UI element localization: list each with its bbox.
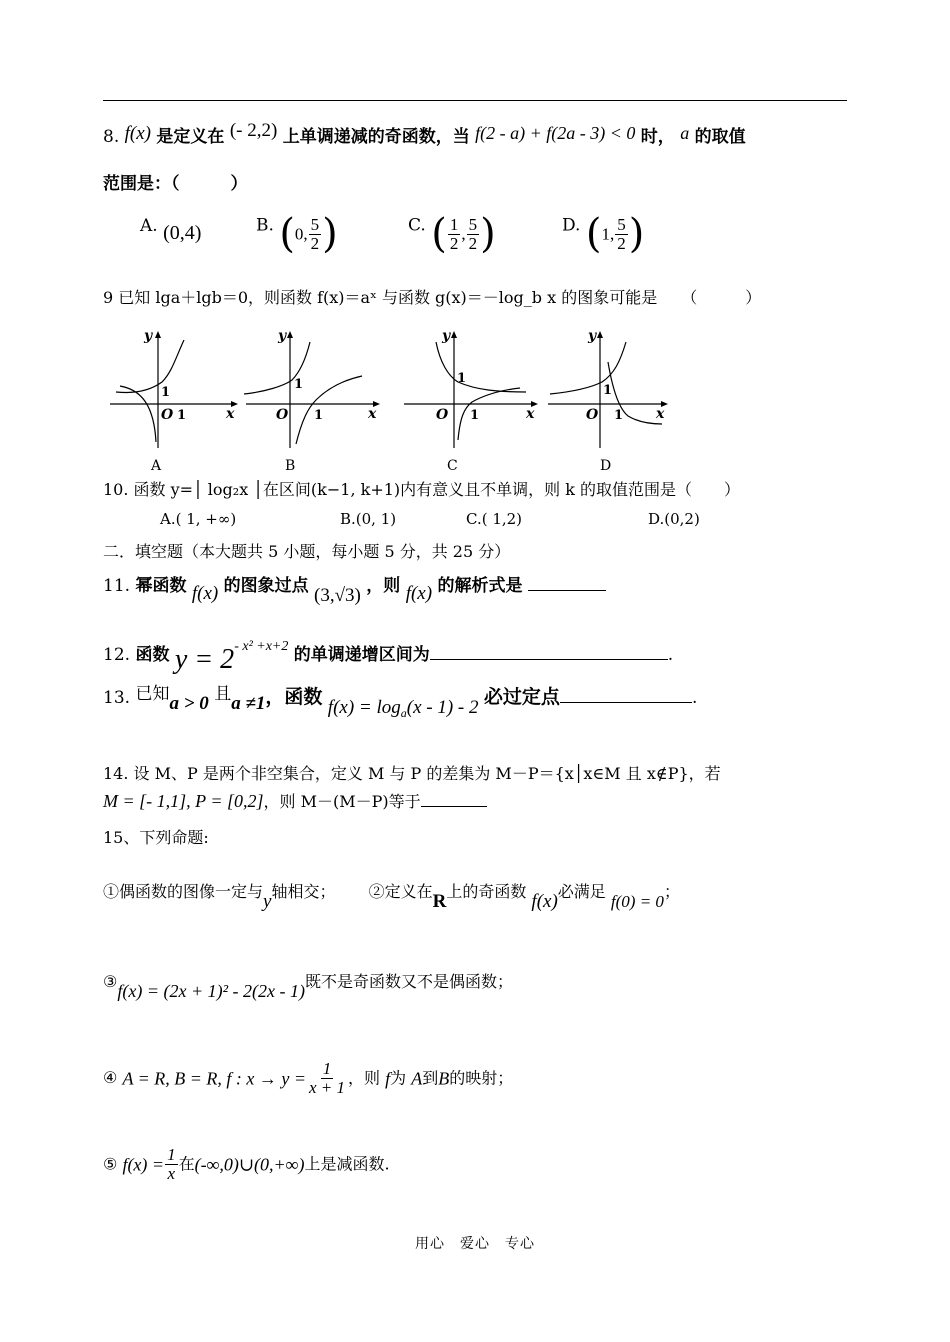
- q9-c-origin: O: [436, 407, 449, 423]
- q9-graph-c-label: C: [447, 458, 458, 474]
- q8-option-d-num: 5: [617, 214, 626, 234]
- q9-b-x: x: [368, 406, 377, 422]
- q9-a-y: y: [144, 328, 153, 344]
- q12-exponent: - x² +x+2: [234, 639, 289, 654]
- q9-c-one-x: 1: [470, 408, 480, 423]
- q15-p4-text4: 的映射；: [449, 1068, 514, 1088]
- q12-function: y = 2: [174, 644, 235, 675]
- q10-text: 10. 函数 y=│ log₂x │在区间(k−1, k+1)内有意义且不单调，则 k 的取值范围是（ ）: [103, 480, 741, 499]
- q15-p2-cond: f(0) = 0: [610, 892, 664, 911]
- q9-d-x: x: [656, 406, 665, 422]
- q8-option-d[interactable]: D. (1, $\frac{5}{2}$ ): [562, 211, 645, 257]
- q15-p1-text2: 轴相交；: [271, 882, 336, 901]
- q8-text5: 范围是：（ ）: [103, 174, 248, 194]
- q13-cond1: a > 0: [169, 693, 209, 714]
- q8-option-c[interactable]: C. ( $\frac{1}{2}$ , $\frac{5}{2}$ ): [408, 211, 496, 257]
- q10-option-d[interactable]: D.(0,2): [648, 510, 700, 528]
- q13-period: .: [691, 688, 698, 708]
- q15-p4-mark: ④: [103, 1067, 118, 1087]
- q13-number: 13.: [103, 688, 131, 708]
- q15-p4-text3: 到: [422, 1068, 439, 1088]
- q11-number: 11.: [103, 576, 131, 596]
- q9-c-y: y: [442, 328, 451, 344]
- q15-p2-text2: 上的奇函数: [446, 882, 527, 901]
- q12-period: .: [667, 645, 674, 665]
- q11-fx: f(x): [191, 583, 219, 604]
- q15-p4-A: A: [411, 1068, 423, 1089]
- q8-option-a[interactable]: [140, 218, 201, 243]
- q11-line: [103, 578, 606, 605]
- q9-d-one-x: 1: [614, 408, 624, 423]
- q14-answer-blank[interactable]: [421, 806, 487, 807]
- q11-fx-2: f(x): [405, 583, 433, 604]
- q9-c-one-y: 1: [457, 371, 467, 386]
- q15-p1-y: y: [263, 891, 272, 912]
- q13-answer-blank[interactable]: [560, 702, 692, 703]
- q15-p4-text2: 为: [390, 1068, 407, 1088]
- q8-option-d-pre: 1,: [601, 224, 615, 244]
- q8-var-a: a: [680, 123, 690, 143]
- q15-p5-den: x: [167, 1163, 176, 1183]
- q13-text2: 且: [214, 684, 232, 704]
- q13-text3: ，函数: [265, 686, 323, 708]
- q15-p2-text1: ②定义在: [368, 882, 433, 901]
- q13-fx: f(x) = log: [327, 697, 401, 718]
- q15-p5-text2: 上是减函数.: [304, 1154, 390, 1174]
- q14-sets: M = [- 1,1], P = [0,2]: [103, 791, 264, 811]
- q15-prop-4: [103, 1060, 513, 1097]
- q9-b-one-x: 1: [314, 408, 324, 423]
- q8-option-a-value: (0,4): [163, 222, 202, 244]
- q15-p5-domain: (-∞,0)∪(0,+∞): [194, 1154, 305, 1175]
- q8-text3: 时，: [640, 127, 675, 147]
- q11-text2: 的图象过点: [223, 576, 309, 596]
- q9-graph-d-label: D: [600, 458, 612, 474]
- q15-p2-R: R: [432, 891, 447, 912]
- section-2-heading: 二．填空题（本大题共 5 小题，每小题 5 分，共 25 分）: [103, 542, 511, 561]
- q14-text2: ，则 M－(M－P)等于: [263, 792, 421, 811]
- q13-text1: 已知: [135, 684, 170, 704]
- q15-p1-text1: ①偶函数的图像一定与: [103, 882, 264, 901]
- q8-option-c-den1: 2: [449, 233, 459, 253]
- q12-text1: 函数: [135, 645, 170, 665]
- q9-d-origin: O: [586, 407, 599, 423]
- q12-answer-blank[interactable]: [430, 659, 668, 660]
- q8-option-c-num2: 5: [468, 214, 478, 234]
- header-rule: [103, 100, 847, 101]
- q8-option-b-pre: 0,: [294, 224, 308, 244]
- q9-graph-b-label: B: [285, 458, 296, 474]
- q10-option-a[interactable]: A.( 1, +∞): [160, 510, 237, 528]
- q8-option-b-num: 5: [310, 214, 320, 234]
- q15-p5-fx: f(x) =: [122, 1154, 165, 1175]
- q8-interval: (- 2,2): [229, 120, 278, 141]
- q9-graph-b: [244, 322, 384, 454]
- q8-text2: 上单调递减的奇函数，当: [282, 127, 470, 147]
- q13-base: a: [400, 706, 407, 720]
- q8-option-d-den: 2: [617, 233, 626, 253]
- q15-prop-5: [103, 1146, 390, 1183]
- q14-line2: [103, 792, 487, 810]
- q15-title: 15、下列命题:: [103, 828, 209, 847]
- q8-option-b-label: B.: [256, 215, 274, 236]
- q15-p3-mark: ③: [103, 972, 118, 991]
- q8-option-b-den: 2: [310, 233, 320, 253]
- q8-option-c-num1: 1: [449, 214, 459, 234]
- q15-p2-fx: f(x): [531, 891, 558, 912]
- q9-graph-a-label: A: [151, 458, 162, 474]
- q15-p3-text: 既不是奇函数又不是偶函数；: [304, 972, 513, 991]
- q9-d-one-y: 1: [603, 383, 613, 398]
- q15-p4-B: B: [438, 1068, 450, 1089]
- q8-option-a-label: A.: [140, 216, 158, 236]
- q9-b-one-y: 1: [294, 377, 304, 392]
- q8-line1: [103, 121, 746, 146]
- q10-option-c[interactable]: C.( 1,2): [466, 510, 523, 528]
- q8-option-c-den2: 2: [468, 233, 478, 253]
- q10-option-b[interactable]: B.(0, 1): [340, 510, 397, 528]
- q15-p5-num: 1: [167, 1145, 176, 1164]
- page-footer: 用心 爱心 专心: [415, 1236, 535, 1252]
- q9-c-x: x: [526, 406, 535, 422]
- q13-formula: [328, 697, 479, 718]
- q12-number: 12.: [103, 645, 131, 665]
- q13-cond2: a ≠1: [231, 693, 266, 714]
- q8-option-d-label: D.: [562, 215, 581, 236]
- q12-line: [103, 640, 673, 674]
- q15-prop-1-2: [103, 884, 680, 911]
- q8-line2: [103, 176, 248, 193]
- q14-line1: 14. 设 M、P 是两个非空集合，定义 M 与 P 的差集为 M－P＝{x│x∈M 且 x∉P}，若: [103, 764, 721, 783]
- q9-b-origin: O: [276, 407, 289, 423]
- q15-p4-den: x + 1: [309, 1077, 346, 1097]
- q13-text4: 必过定点: [483, 686, 560, 708]
- q11-text4: 的解析式是: [437, 576, 523, 596]
- q9-a-one-y: 1: [161, 385, 171, 400]
- q9-b-y: y: [278, 328, 287, 344]
- q15-p4-text1: ，则: [348, 1068, 381, 1088]
- q8-fx: f(x): [124, 123, 152, 144]
- q15-p5-mark: ⑤: [103, 1154, 118, 1174]
- q8-text4: 的取值: [694, 127, 746, 147]
- q12-text2: 的单调递增区间为: [293, 645, 430, 665]
- q9-a-one-x: 1: [177, 408, 187, 423]
- q15-prop-3: [103, 974, 513, 1000]
- q13-rest: (x - 1) - 2: [406, 697, 479, 718]
- q11-text3: ，则: [366, 576, 401, 596]
- q8-option-c-label: C.: [408, 215, 426, 236]
- q11-answer-blank[interactable]: [528, 590, 606, 591]
- q15-p5-text1: 在: [178, 1154, 195, 1174]
- q15-p4-f: f: [385, 1068, 391, 1089]
- q9-text: 9 已知 lga＋lgb＝0，则函数 f(x)＝aˣ 与函数 g(x)＝－log_b x 的图象可能是 （ ）: [103, 288, 762, 307]
- q15-p4-num: 1: [322, 1059, 332, 1078]
- q15-p2-end: ；: [663, 882, 680, 901]
- q11-text1: 幂函数: [135, 576, 187, 596]
- q13-line: [103, 686, 697, 719]
- q9-a-x: x: [226, 406, 235, 422]
- q9-graph-a: [106, 322, 242, 454]
- q9-a-origin: O: [161, 407, 174, 423]
- q8-option-b[interactable]: B. (0, $\frac{5}{2}$ ): [256, 211, 338, 257]
- q11-point: (3,√3): [314, 585, 361, 606]
- q15-p4-sets: A = R, B = R, f : x → y =: [122, 1068, 307, 1089]
- q15-p3-formula: f(x) = (2x + 1)² - 2(2x - 1): [117, 981, 305, 1001]
- q9-graph-d: [546, 322, 676, 454]
- q15-p2-text3: 必满足: [557, 882, 606, 901]
- q8-condition: f(2 - a) + f(2a - 3) < 0: [475, 123, 636, 143]
- q8-text1: 是定义在: [156, 127, 225, 147]
- q9-d-y: y: [588, 328, 597, 344]
- q9-graph-c: [402, 322, 542, 454]
- q8-number: 8.: [103, 127, 120, 147]
